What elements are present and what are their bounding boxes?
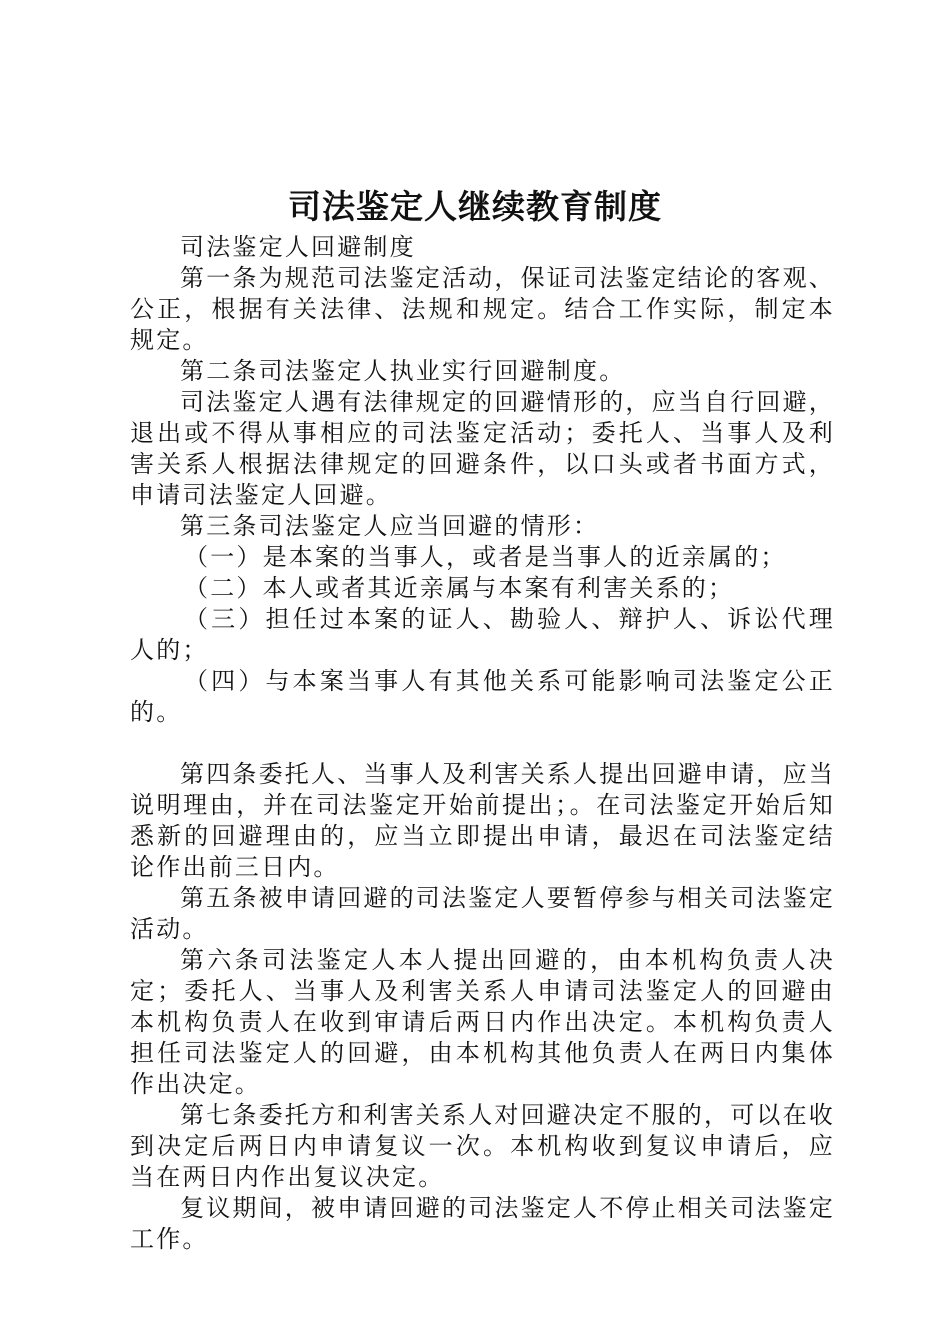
- article-3-item-3: （三）担任过本案的证人、勘验人、辩护人、诉讼代理人的；: [130, 605, 835, 664]
- article-4: 第四条委托人、当事人及利害关系人提出回避申请，应当说明理由，并在司法鉴定开始前提出；。在司法鉴定开始后知悉新的回避理由的，应当立即提出申请，最迟在司法鉴定结论作出前三日内。: [130, 760, 835, 881]
- document-title: 司法鉴定人继续教育制度: [288, 187, 662, 226]
- article-2-detail: 司法鉴定人遇有法律规定的回避情形的，应当自行回避，退出或不得从事相应的司法鉴定活动；委托人、当事人及利害关系人根据法律规定的回避条件，以口头或者书面方式，申请司法鉴定人回避。: [130, 388, 835, 509]
- article-7-detail: 复议期间，被申请回避的司法鉴定人不停止相关司法鉴定工作。: [130, 1194, 835, 1253]
- article-2: 第二条司法鉴定人执业实行回避制度。: [180, 357, 626, 385]
- article-7: 第七条委托方和利害关系人对回避决定不服的，可以在收到决定后两日内申请复议一次。本机构收到复议申请后，应当在两日内作出复议决定。: [130, 1101, 835, 1191]
- article-3-item-1: （一）是本案的当事人，或者是当事人的近亲属的；: [184, 543, 787, 571]
- article-3: 第三条司法鉴定人应当回避的情形：: [180, 512, 600, 540]
- article-6: 第六条司法鉴定人本人提出回避的，由本机构负责人决定；委托人、当事人及利害关系人申请司法鉴定人的回避由本机构负责人在收到审请后两日内作出决定。本机构负责人担任司法鉴定人的回避，由本机构其他负责人在两日内集体作出决定。: [130, 946, 835, 1098]
- article-3-item-4: （四）与本案当事人有其他关系可能影响司法鉴定公正的。: [130, 667, 835, 726]
- article-3-item-2: （二）本人或者其近亲属与本案有利害关系的；: [184, 574, 735, 602]
- article-5: 第五条被申请回避的司法鉴定人要暂停参与相关司法鉴定活动。: [130, 884, 835, 943]
- document-body: [130, 232, 835, 1255]
- article-1: 第一条为规范司法鉴定活动，保证司法鉴定结论的客观、公正，根据有关法律、法规和规定。结合工作实际，制定本规定。: [130, 264, 835, 354]
- section-heading: 司法鉴定人回避制度: [180, 233, 416, 261]
